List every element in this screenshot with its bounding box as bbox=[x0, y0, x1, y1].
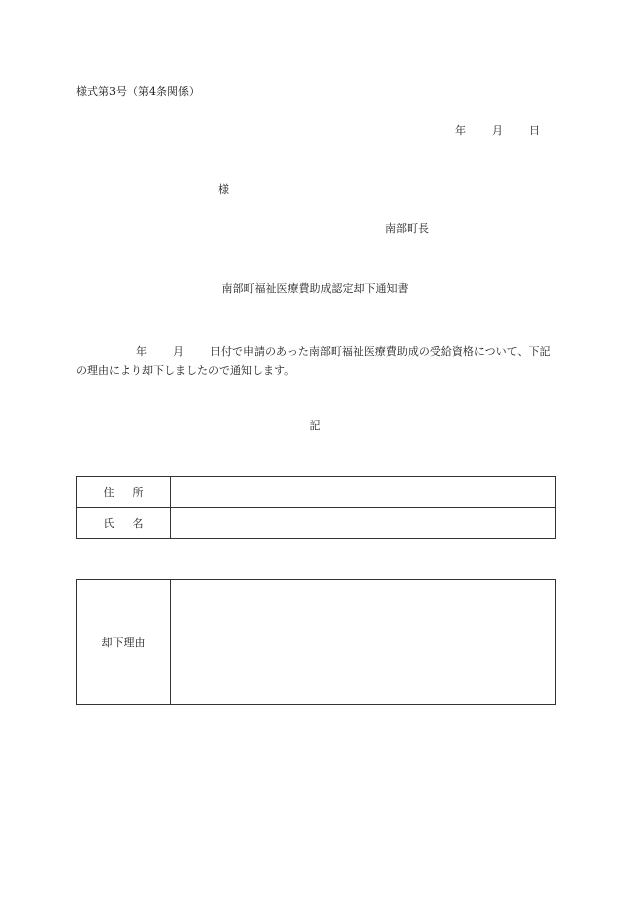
document-title: 南部町福祉医療費助成認定却下通知書 bbox=[221, 282, 409, 295]
name-label-char-1: 氏 bbox=[103, 517, 115, 530]
name-field[interactable] bbox=[171, 508, 556, 539]
address-label bbox=[77, 477, 171, 508]
address-field[interactable] bbox=[171, 477, 556, 508]
body-text bbox=[76, 342, 556, 380]
ki-heading: 記 bbox=[309, 419, 321, 432]
form-number: 様式第3号（第4条関係） bbox=[76, 85, 200, 98]
issuer-name: 南部町長 bbox=[385, 222, 429, 235]
name-row bbox=[77, 508, 556, 539]
address-label-char-2: 所 bbox=[132, 486, 144, 499]
rejection-reason-table bbox=[76, 579, 556, 705]
applicant-info-table bbox=[76, 476, 556, 539]
body-main-text: 日付で申請のあった南部町福祉医療費助成の受給資格について、下記の理由により却下しましたので通知します。 bbox=[76, 345, 551, 377]
reason-label: 却下理由 bbox=[77, 580, 171, 705]
date-month-label: 月 bbox=[492, 124, 503, 137]
date-year-label: 年 bbox=[455, 124, 466, 137]
name-label bbox=[77, 508, 171, 539]
reason-field[interactable] bbox=[171, 580, 556, 705]
reason-row bbox=[77, 580, 556, 705]
date-day-label: 日 bbox=[529, 124, 540, 137]
date-line bbox=[455, 125, 540, 136]
body-year-label: 年 bbox=[136, 345, 147, 358]
body-month-label: 月 bbox=[173, 345, 184, 358]
address-label-char-1: 住 bbox=[103, 486, 115, 499]
recipient-honorific: 様 bbox=[218, 183, 229, 196]
name-label-char-2: 名 bbox=[132, 517, 144, 530]
address-row bbox=[77, 477, 556, 508]
